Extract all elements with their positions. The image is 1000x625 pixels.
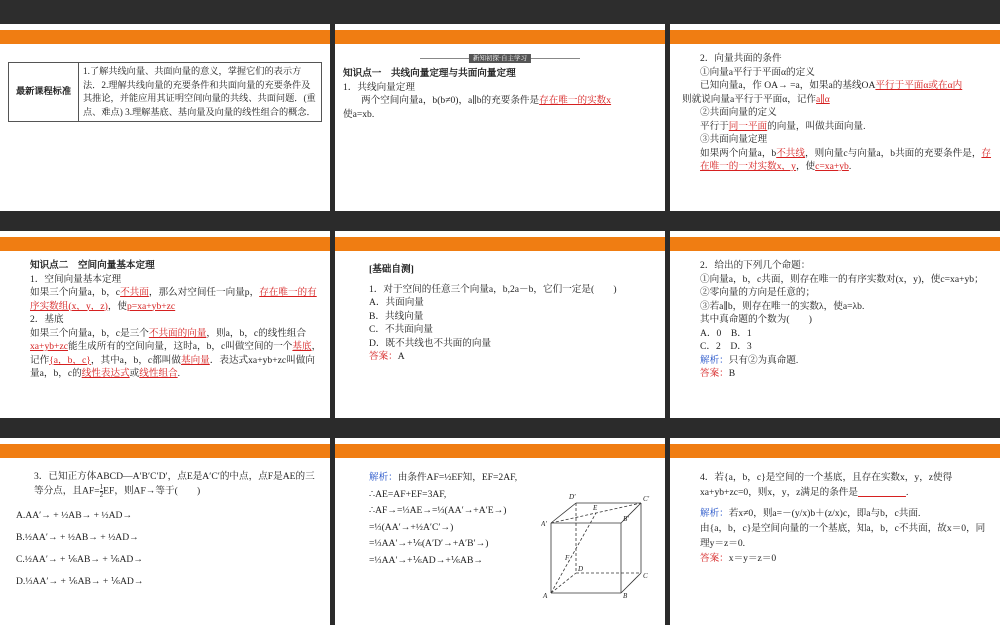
answer-blank: c=xa+yb [815,161,849,172]
definition-1-text [682,79,992,93]
text-part: 3．已知正方体ABCD—A′B′C′D′，点E是A′C′的中点，点F是AE的三等分点，且AF= [34,471,315,497]
orange-header-bar [670,237,1000,251]
slide-3[interactable] [670,24,1000,211]
answer-line [682,551,992,566]
curriculum-label: 最新课程标准 [9,63,79,122]
answer-blank: 不共面 [120,287,149,298]
answer-label: 答案： [700,368,729,379]
option-c: C.½AA′→ + ⅙AB→ + ⅙AD→ [16,554,143,565]
orange-header-bar [670,30,1000,44]
explanation-line-3: ∴AF→=⅓AE→=⅓(AA′→+A′E→) [369,505,507,516]
slide-6[interactable] [670,231,1000,418]
text-part: ，则向量c与向量a，b共面的充要条件是， [805,147,982,159]
text-part: 4．若{a，b，c}是空间的一个基底，且存在实数x，y，z使得xa+yb+zc=0，则x，y，z满足的条件是 [700,472,953,498]
proposition-1: ①向量a，b，c共面，则存在唯一的有序实数对(x，y)，使c=xa+yb； [700,273,984,285]
answer-blank: 存在唯一的一对实数x，y [700,147,992,172]
label-c-prime: C′ [643,495,650,503]
option-d: D.⅓AA′→ + ⅙AB→ + ⅙AD→ [16,576,144,587]
sub-theorem: ③共面向量定理 [700,134,768,145]
text-part: EF，则AF→等于( ) [103,485,201,497]
slide-5[interactable] [335,231,665,418]
slide-9[interactable] [670,438,1000,625]
orange-header-bar [335,237,665,251]
answer-blank: 基底 [292,341,312,352]
text-part: ，使 [795,161,816,172]
question-2: 2．给出的下列几个命题： [700,260,811,271]
explanation-text: 若x≠0，则a=－(y/x)b＋(z/x)c，即a与b，c共面. [728,508,921,519]
basis-text [12,327,322,381]
option-a: A．共面向量 [369,297,424,308]
explanation-text: 只有②为真命题. [728,354,799,366]
text-part: . [848,161,852,172]
slide-2[interactable] [335,24,665,211]
top-toolbar [0,0,1000,24]
label-f: F [565,554,570,562]
question-4: 4．若{a，b，c}是空间的一个基底，且存在实数x，y，z使得xa+yb+zc=0，则x，y，z满足的条件是 . [700,472,953,498]
label-c: C [643,572,648,580]
answer-value: A [397,351,405,362]
text-part: 已知向量a，作 OA→ =a，如果a的基线OA [700,80,876,91]
options-row-2: C．2 D．3 [700,341,752,352]
text-part: 或 [129,368,140,379]
fraction-half: $\frac{1}{2}$ [99,483,104,499]
answer-blank: xa+yb+zc [30,341,68,352]
text-part: ，其中a，b，c都叫做 [90,354,181,366]
text-part: . [177,368,181,379]
curriculum-table [8,62,322,122]
explanation-line-4: =⅓(AA′→+½A′C′→) [369,521,454,533]
basic-theorem-text [12,286,322,313]
label-b: B [623,592,628,598]
explanation-line-1 [369,470,657,487]
text-part: 如果两个向量a，b [700,147,777,159]
label-b-prime: B′ [623,515,629,523]
answer-blank: 同一平面 [728,120,768,132]
banner-text: 新知初探·自主学习 [469,54,531,63]
sub-definition-2: ②共面向量的定义 [700,107,777,118]
explanation-line-2: ∴AE=AF+EF=3AF, [369,488,447,500]
text-part: ，记作 [30,341,322,366]
answer-blank: p=xa+yb+zc [127,300,176,312]
explanation-text: 由条件AF=½EF知，EF=2AF, [397,472,518,483]
label-d: D [578,565,584,573]
explanation-line-1 [682,506,992,521]
answer-blank: 基向量 [180,354,210,366]
question-3 [16,470,322,499]
slide-4[interactable] [0,231,330,418]
text-part: 如果三个向量a，b，c是三个 [30,327,149,339]
collinear-text-end: 使a=xb. [343,108,375,120]
definition-1-text-2 [682,93,992,107]
answer-label: 答案： [700,553,729,564]
answer-line [369,350,657,364]
question-1: 1．对于空间的任意三个向量a，b,2a－b，它们一定是( ) [369,283,617,295]
slide-8[interactable] [335,438,665,625]
text-part: 能生成所有的空间向量，这时a，b，c叫做空间的一个 [68,341,293,352]
option-a: A.AA′→ + ½AB→ + ½AD→ [16,510,133,521]
orange-header-bar [0,444,330,458]
text-part: ．表达式xa+yb+zc叫做向量a，b，c的 [30,354,315,379]
section-banner [420,54,580,63]
orange-header-bar [335,30,665,44]
label-a-prime: A′ [541,520,547,528]
explanation-label: 解析： [369,472,398,483]
collinear-text [343,94,657,108]
option-b: B.½AA′→ + ½AB→ + ½AD→ [16,532,139,543]
answer-blank: 不共面的向量 [148,327,207,339]
label-d-prime: D′ [569,493,576,501]
answer-value: B [728,368,736,379]
answer-blank [858,487,906,498]
answer-blank: 存在唯一的有序实数组(x，y，z) [30,287,317,312]
answer-blank: 平行于平面α或在α内 [875,80,963,91]
knowledge-title: 知识点一 共线向量定理与共面向量定理 [343,68,516,79]
question-2-ask: 其中真命题的个数为( ) [700,314,812,325]
orange-header-bar [0,237,330,251]
answer-line [682,367,992,381]
cube-diagram [541,488,651,598]
options-row-1: A．0 B．1 [700,327,752,339]
explanation-line-2: 由{a，b，c}是空间向量的一个基底，知a，b，c不共面，故x＝0，同理y＝z＝0. [700,523,986,549]
explanation-line [682,354,992,368]
text-part: ，那么对空间任一向量p， [148,287,260,298]
label-a: A [543,592,548,598]
answer-blank: 线性组合 [139,368,178,379]
slide-grid [0,24,1000,600]
item-collinear-theorem: 1．共线向量定理 [343,81,415,93]
theorem-text [682,147,992,174]
item-coplanar-conditions: 2．向量共面的条件 [700,53,782,64]
text-part: 两个空间向量a，b(b≠0)，a∥b的充要条件是 [361,95,540,106]
proposition-2: ②零向量的方向是任意的； [700,287,816,298]
proposition-3: ③若a∥b，则存在唯一的实数λ，使a=λb. [700,300,865,312]
knowledge-title: 知识点二 空间向量基本定理 [30,260,155,271]
text-part: 则就说向量a平行于平面α，记作 [682,93,817,105]
explanation-label: 解析： [700,354,729,366]
answer-label: 答案： [369,351,398,362]
slide-1[interactable] [0,24,330,211]
answer-value: x＝y＝z＝0 [728,553,777,564]
curriculum-content: 1.了解共线向量、共面向量的意义，掌握它们的表示方法．2.理解共线向量的充要条件和共面向量的充要条件及其推论，并能应用其证明空间向量的共线、共面问题．(重点、难点) 3.理解基底、基向量及向量的线性组合的概念． [79,63,322,122]
answer-blank: 不共线 [776,147,805,159]
text-part: ，则a，b，c的线性组合 [206,327,307,339]
definition-2-text [682,120,992,134]
option-d: D．既不共线也不共面的向量 [369,337,492,349]
text-part: 的向量，叫做共面向量. [767,120,866,132]
item-basic-theorem: 1．空间向量基本定理 [30,273,122,285]
option-c: C．不共面向量 [369,324,433,335]
explanation-line-6: =⅓AA′→+⅙AD→+⅙AB→ [369,554,483,566]
answer-blank: 存在唯一的实数x [539,95,612,106]
text-part: 平行于 [700,120,729,132]
item-basis: 2．基底 [30,314,64,325]
explanation-label: 解析： [700,508,729,519]
label-e: E [593,504,598,512]
answer-blank: 线性表达式 [81,368,130,379]
text-part: 如果三个向量a，b，c [30,287,121,298]
explanation-line-5: =⅓AA′→+⅙(A′D′→+A′B′→) [369,538,489,549]
option-b: B．共线向量 [369,310,424,322]
orange-header-bar [0,30,330,44]
text-part: ，使 [107,300,127,312]
answer-blank: a∥α [816,93,830,105]
sub-definition-1: ①向量a平行于平面α的定义 [700,66,815,78]
answer-blank: {a，b，c} [49,354,91,366]
orange-header-bar [335,444,665,458]
orange-header-bar [670,444,1000,458]
slide-7[interactable] [0,438,330,625]
self-test-header: [基础自测] [369,264,414,275]
